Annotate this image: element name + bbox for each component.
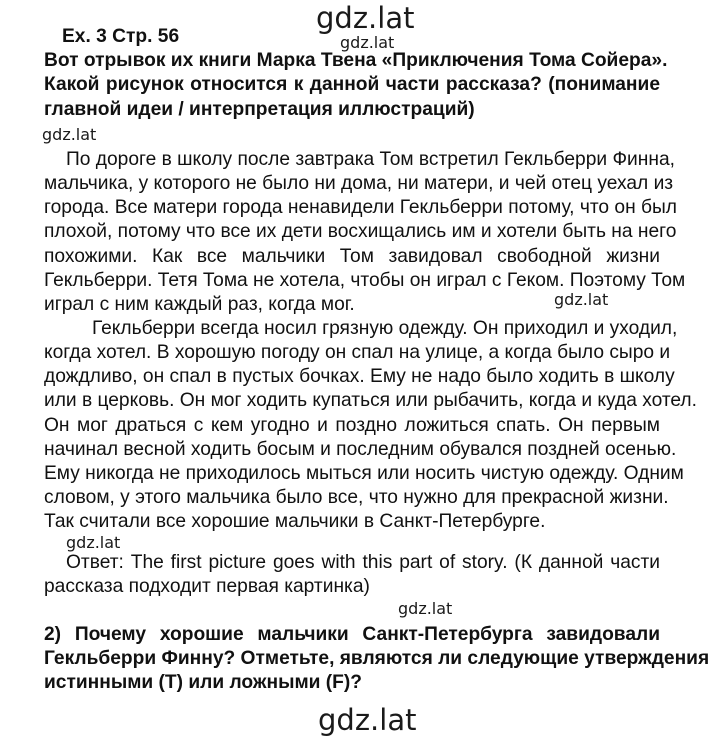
text-line: Гекльберри всегда носил грязную одежду. Он приходил и уходил, — [92, 318, 678, 339]
watermark: gdz.lat — [340, 33, 395, 52]
watermark: gdz.lat — [66, 533, 121, 552]
exercise-header: Ex. 3 Стр. 56 — [62, 26, 180, 47]
watermark: gdz.lat — [398, 599, 453, 618]
text-line: Так считали все хорошие мальчики в Санкт-Петербурге. — [44, 511, 546, 532]
text-line: когда хотел. В хорошую погоду он спал на улице, а когда было сыро и — [44, 342, 671, 363]
question-line: Гекльберри Финну? Отметьте, являются ли следующие утверждения — [44, 648, 710, 669]
text-line: плохой, потому что все их дети восхищались им и хотели быть на него — [44, 221, 677, 242]
answer-line: Ответ: The first picture goes with this part of story. (К данной части — [66, 552, 660, 573]
task-line: Вот отрывок их книги Марка Твена «Приключения Тома Сойера». — [44, 50, 668, 71]
watermark-top: gdz.lat — [316, 1, 415, 35]
text-line: мальчика, у которого не было ни дома, ни матери, и чей отец уехал из — [44, 173, 674, 194]
text-line: словом, у этого мальчика было все, что нужно для прекрасной жизни. — [44, 487, 669, 508]
text-line: По дороге в школу после завтрака Том встретил Гекльберри Финна, — [66, 149, 675, 170]
watermark: gdz.lat — [42, 125, 97, 144]
task-line: главной идеи / интерпретация иллюстраций) — [44, 99, 475, 120]
text-line: или в церковь. Он мог ходить купаться или рыбачить, когда и куда хотел. — [44, 390, 697, 411]
text-line: начинал весной ходить босым и последним обувался поздней осенью. — [44, 439, 677, 460]
answer-line: рассказа подходит первая картинка) — [44, 576, 370, 597]
task-line: Какой рисунок относится к данной части рассказа? (понимание — [44, 74, 660, 95]
question-line: 2) Почему хорошие мальчики Санкт-Петербурга завидовали — [44, 624, 660, 645]
watermark: gdz.lat — [554, 290, 609, 309]
text-line: Он мог драться с кем угодно и поздно ложиться спать. Он первым — [44, 415, 660, 436]
text-line: похожими. Как все мальчики Том завидовал свободной жизни — [44, 246, 660, 267]
text-line: дождливо, он спал в пустых бочках. Ему не надо было ходить в школу — [44, 366, 675, 387]
question-line: истинными (T) или ложными (F)? — [44, 672, 363, 693]
text-line: Ему никогда не приходилось мыться или носить чистую одежду. Одним — [44, 463, 684, 484]
text-line: играл с ним каждый раз, когда мог. — [44, 294, 355, 315]
text-line: города. Все матери города ненавидели Гекльберри потому, что он был — [44, 197, 677, 218]
text-line: Гекльберри. Тетя Тома не хотела, чтобы он играл с Геком. Поэтому Том — [44, 270, 686, 291]
watermark-bottom: gdz.lat — [318, 703, 417, 737]
